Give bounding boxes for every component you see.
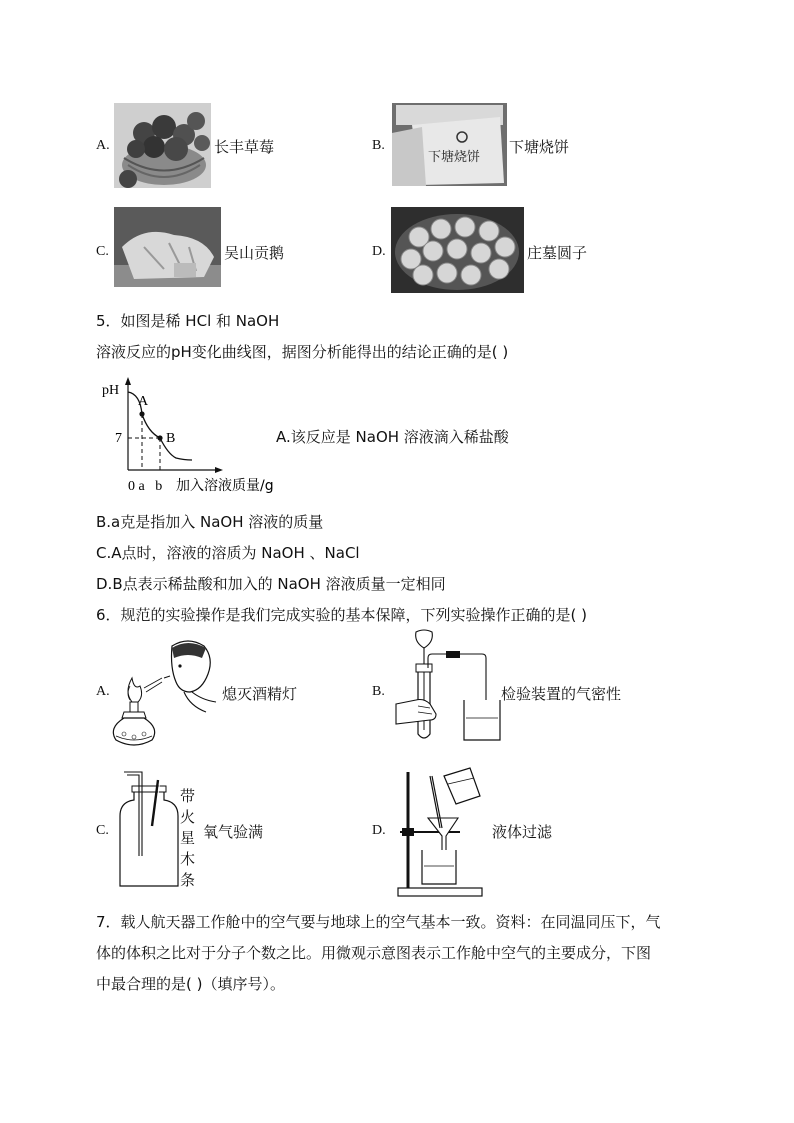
x-axis-label: 加入溶液质量/g xyxy=(176,478,274,494)
point-a-marker xyxy=(139,411,144,416)
point-b-marker xyxy=(157,435,162,440)
y-axis-label: pH xyxy=(102,383,120,398)
y-tick-7: 7 xyxy=(115,431,122,446)
x-ticks: 0 a b xyxy=(128,479,163,494)
x-axis-arrow xyxy=(215,467,223,473)
point-b-label: B xyxy=(166,431,176,446)
q5-option-d: D.B点表示稀盐酸和加入的 NaOH 溶液质量一定相同 xyxy=(96,575,446,593)
q6-option-letter-d: D. xyxy=(372,823,386,838)
filtration-illustration xyxy=(396,766,486,900)
q6-option-letter-b: B. xyxy=(372,684,385,699)
q5-option-a: A.该反应是 NaOH 溶液滴入稀盐酸 xyxy=(276,428,509,446)
ph-curve-graph xyxy=(96,374,286,498)
q5-option-b: B.a克是指加入 NaOH 溶液的质量 xyxy=(96,513,324,531)
option-letter-b: B. xyxy=(372,138,385,153)
q6-option-caption-a: 熄灭酒精灯 xyxy=(222,685,298,703)
q7-line2: 体的体积之比对于分子个数之比。用微观示意图表示工作舱中空气的主要成分，下图 xyxy=(96,944,652,962)
splint-vertical-label: 带 火 星 木 条 xyxy=(180,787,196,889)
q6-option-letter-c: C. xyxy=(96,823,109,838)
q5-option-c: C.A点时，溶液的溶质为 NaOH 、NaCl xyxy=(96,544,360,562)
option-caption-b: 下塘烧饼 xyxy=(509,138,570,156)
q7-line3: 中最合理的是( )（填序号）。 xyxy=(96,975,285,993)
point-a-label: A xyxy=(138,394,149,409)
y-axis-arrow xyxy=(125,377,131,385)
gas-bottle-illustration xyxy=(116,770,186,888)
option-letter-d: D. xyxy=(372,244,386,259)
package-text: 下塘烧饼 xyxy=(428,150,481,165)
shaobing-package-photo xyxy=(392,103,507,186)
q6-option-caption-d: 液体过滤 xyxy=(492,823,553,841)
option-caption-d: 庄墓圆子 xyxy=(527,244,588,262)
strawberry-photo xyxy=(114,103,211,188)
airtightness-apparatus-illustration xyxy=(396,630,502,746)
q6-option-caption-c: 氧气验满 xyxy=(203,823,264,841)
q5-line1: 5．如图是稀 HCl 和 NaOH xyxy=(96,312,280,330)
option-caption-a: 长丰草莓 xyxy=(214,138,275,156)
q6-option-caption-b: 检验装置的气密性 xyxy=(501,685,622,703)
option-letter-c: C. xyxy=(96,244,109,259)
option-letter-a: A. xyxy=(96,138,110,153)
q6-stem: 6．规范的实验操作是我们完成实验的基本保障，下列实验操作正确的是( ) xyxy=(96,606,588,624)
q6-option-letter-a: A. xyxy=(96,684,110,699)
option-caption-c: 吴山贡鹅 xyxy=(224,244,285,262)
yuanzi-photo xyxy=(391,207,524,293)
q5-line2: 溶液反应的pH变化曲线图，据图分析能得出的结论正确的是( ) xyxy=(96,343,509,361)
alcohol-lamp-illustration xyxy=(110,636,220,750)
q7-line1: 7．载人航天器工作舱中的空气要与地球上的空气基本一致。资料：在同温同压下，气 xyxy=(96,913,661,931)
goose-photo xyxy=(114,207,221,287)
